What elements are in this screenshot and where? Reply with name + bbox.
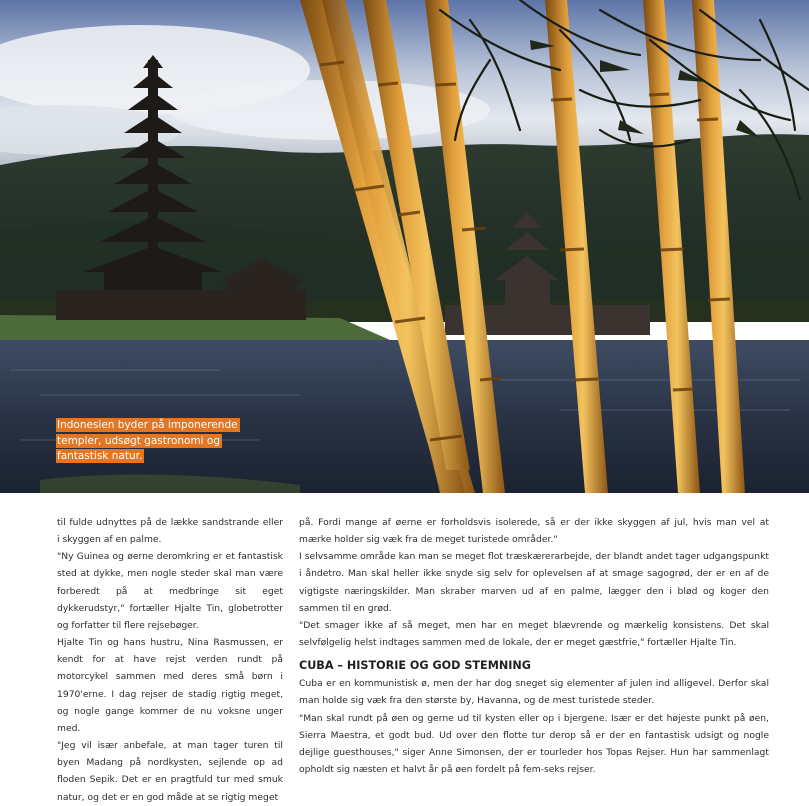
section-heading-cuba: CUBA – HISTORIE OG GOD STEMNING (299, 659, 531, 673)
photo-caption (56, 418, 238, 465)
paragraph: til fulde udnyttes på de lække sandstrande eller i skyggen af en palme. (57, 517, 283, 546)
paragraph: "Ny Guinea og øerne deromkring er et fantastisk sted at dykke, men nogle steder skal man være forberedt på at medbringe sit eget dykkerudstyr," fortæller Hjalte Tin, globetrotter og forfatter til flere rejsebøger. (57, 551, 283, 631)
article-left-column (57, 514, 283, 806)
paragraph: på. Fordi mange af øerne er forholdsvis isolerede, så er der ikke skyggen af jul, hvis man vel at mærke holder sig væk fra de meget turistede områder." (299, 517, 769, 546)
photo-caption-text: Indonesien byder på imponerende templer, udsøgt gastronomi og fantastisk natur. (57, 419, 238, 462)
paragraph: "Jeg vil især anbefale, at man tager turen til byen Madang på nordkysten, sejlende op ad floden Sepik. Det er en pragtfuld tur med smuk natur, og det er en god måde at se rigtig meget (57, 740, 283, 803)
paragraph: Cuba er en kommunistisk ø, men der har dog sneget sig elementer af julen ind alligevel. Derfor skal man holde sig væk fra den største by, Havanna, og de mest turistede steder. (299, 678, 769, 707)
paragraph: "Det smager ikke af så meget, men har en meget blævrende og mærkelig konsistens. Det skal selvfølgelig helst indtages sammen med de lokale, der er meget gæstfrie," fortæller Hjalte Tin. (299, 619, 769, 649)
paragraph: "Man skal rundt på øen og gerne ud til kysten eller op i bjergene. Især er det højeste punkt på øen, Sierra Maestra, et godt bud. Ud over den flotte tur derop så er der en fantastisk udsigt og nogle dejlige guesthouses," siger Anne Simonsen, der er tourleder hos Topas Rejser. Hun har sammenlagt opholdt sig næsten et halvt år på øen fordelt på fem-seks rejser. (299, 712, 769, 776)
paragraph: I selvsamme område kan man se meget flot træskærerarbejde, der blandt andet tager udgangspunkt i åndetro. Man skal heller ikke snyde sig selv for oplevelsen af at smage sagogrød, der er en af de vigtigste næringskilder. Man skraber marven ud af en palme, lægger den i blød og koger den sammen til en grød. (299, 551, 769, 614)
paragraph: Hjalte Tin og hans hustru, Nina Rasmussen, er kendt for at have rejst verden rundt på motorcykel sammen med deres små børn i 1970'erne. I dag rejser de stadig rigtig meget, og nogle gange kommer de nu voksne unger med. (57, 637, 283, 734)
article-right-column (299, 514, 769, 778)
